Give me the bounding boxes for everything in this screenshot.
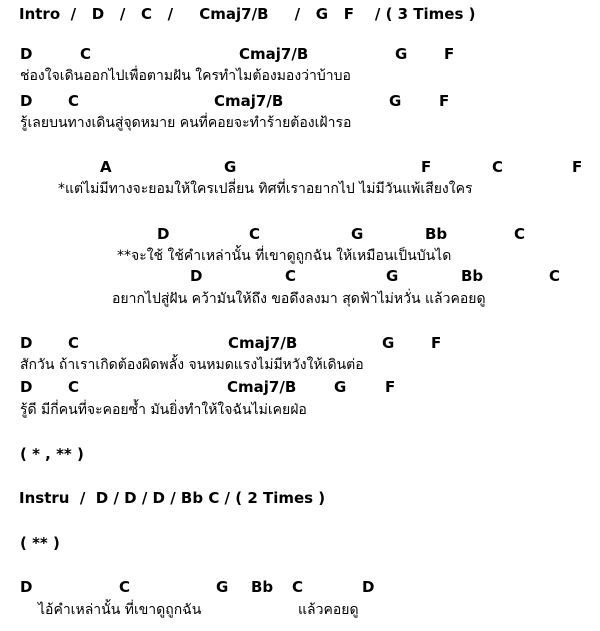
chord: C bbox=[292, 578, 304, 596]
chord: D bbox=[20, 378, 33, 396]
chord: G bbox=[389, 92, 402, 110]
chord: F bbox=[431, 334, 442, 352]
chord: D bbox=[20, 334, 33, 352]
intro-line: Intro / D / C / Cmaj7/B / G F / ( 3 Times ) bbox=[19, 5, 476, 23]
chord: F bbox=[572, 158, 583, 176]
chord: C bbox=[249, 225, 261, 243]
repeat-marker: ( * , ** ) bbox=[20, 445, 84, 463]
chord: D bbox=[190, 267, 203, 285]
chord: F bbox=[439, 92, 450, 110]
lyric-line: ไอ้คำเหล่านั้น ที่เขาดูถูกฉัน bbox=[38, 602, 202, 618]
chord: F bbox=[444, 45, 455, 63]
chord: C bbox=[492, 158, 504, 176]
chord: Cmaj7/B bbox=[227, 378, 297, 396]
chord: C bbox=[549, 267, 561, 285]
chord: D bbox=[20, 45, 33, 63]
chord: G bbox=[386, 267, 399, 285]
chord: D bbox=[157, 225, 170, 243]
chord: G bbox=[334, 378, 347, 396]
chord: C bbox=[285, 267, 297, 285]
lyric-line: อยากไปสู่ฝัน คว้ามันให้ถึง ขอดึงลงมา สุดฟ้าไม่หวั่น แล้วคอยดู bbox=[112, 291, 486, 307]
chord: Cmaj7/B bbox=[214, 92, 284, 110]
lyric-line: รู้เลยบนทางเดินสู่จุดหมาย คนที่คอยจะทำร้ายต้องเฝ้ารอ bbox=[20, 115, 352, 131]
repeat-marker: ( ** ) bbox=[20, 534, 60, 552]
chord: C bbox=[68, 334, 80, 352]
chord: Cmaj7/B bbox=[228, 334, 298, 352]
lyric-line: ช่องใจเดินออกไปเพื่อตามฝัน ใครทำไมต้องมองว่าบ้าบอ bbox=[20, 68, 351, 84]
chord: C bbox=[119, 578, 131, 596]
chord: G bbox=[382, 334, 395, 352]
chord: G bbox=[224, 158, 237, 176]
chord: Bb bbox=[251, 578, 274, 596]
chord: C bbox=[68, 378, 80, 396]
lyric-line: แล้วคอยดู bbox=[298, 602, 359, 618]
chord: A bbox=[100, 158, 112, 176]
lyric-line: *แต่ไม่มีทางจะยอมให้ใครเปลี่ยน ทิศที่เราอยากไป ไม่มีวันแพ้เสียงใคร bbox=[58, 181, 473, 197]
chord: G bbox=[351, 225, 364, 243]
chord: Bb bbox=[461, 267, 484, 285]
chord: Bb bbox=[425, 225, 448, 243]
chord: D bbox=[20, 92, 33, 110]
chord: C bbox=[514, 225, 526, 243]
lyric-line: สักวัน ถ้าเราเกิดต้องผิดพลั้ง จนหมดแรงไม่มีหวังให้เดินต่อ bbox=[20, 357, 364, 373]
chord: Cmaj7/B bbox=[239, 45, 309, 63]
chord: F bbox=[385, 378, 396, 396]
chord: F bbox=[421, 158, 432, 176]
chord: G bbox=[395, 45, 408, 63]
instrumental-line: Instru / D / D / D / Bb C / ( 2 Times ) bbox=[19, 489, 326, 507]
chord: C bbox=[68, 92, 80, 110]
chord: C bbox=[80, 45, 92, 63]
chord: D bbox=[20, 578, 33, 596]
lyric-line: **จะใช้ ใช้คำเหล่านั้น ที่เขาดูถูกฉัน ให้เหมือนเป็นบันได bbox=[117, 248, 452, 264]
chord: G bbox=[216, 578, 229, 596]
chord: D bbox=[362, 578, 375, 596]
lyric-line: รู้ดี มีกี่คนที่จะคอยซ้ำ มันยิ่งทำให้ใจฉันไม่เคยฝ่อ bbox=[20, 402, 307, 418]
